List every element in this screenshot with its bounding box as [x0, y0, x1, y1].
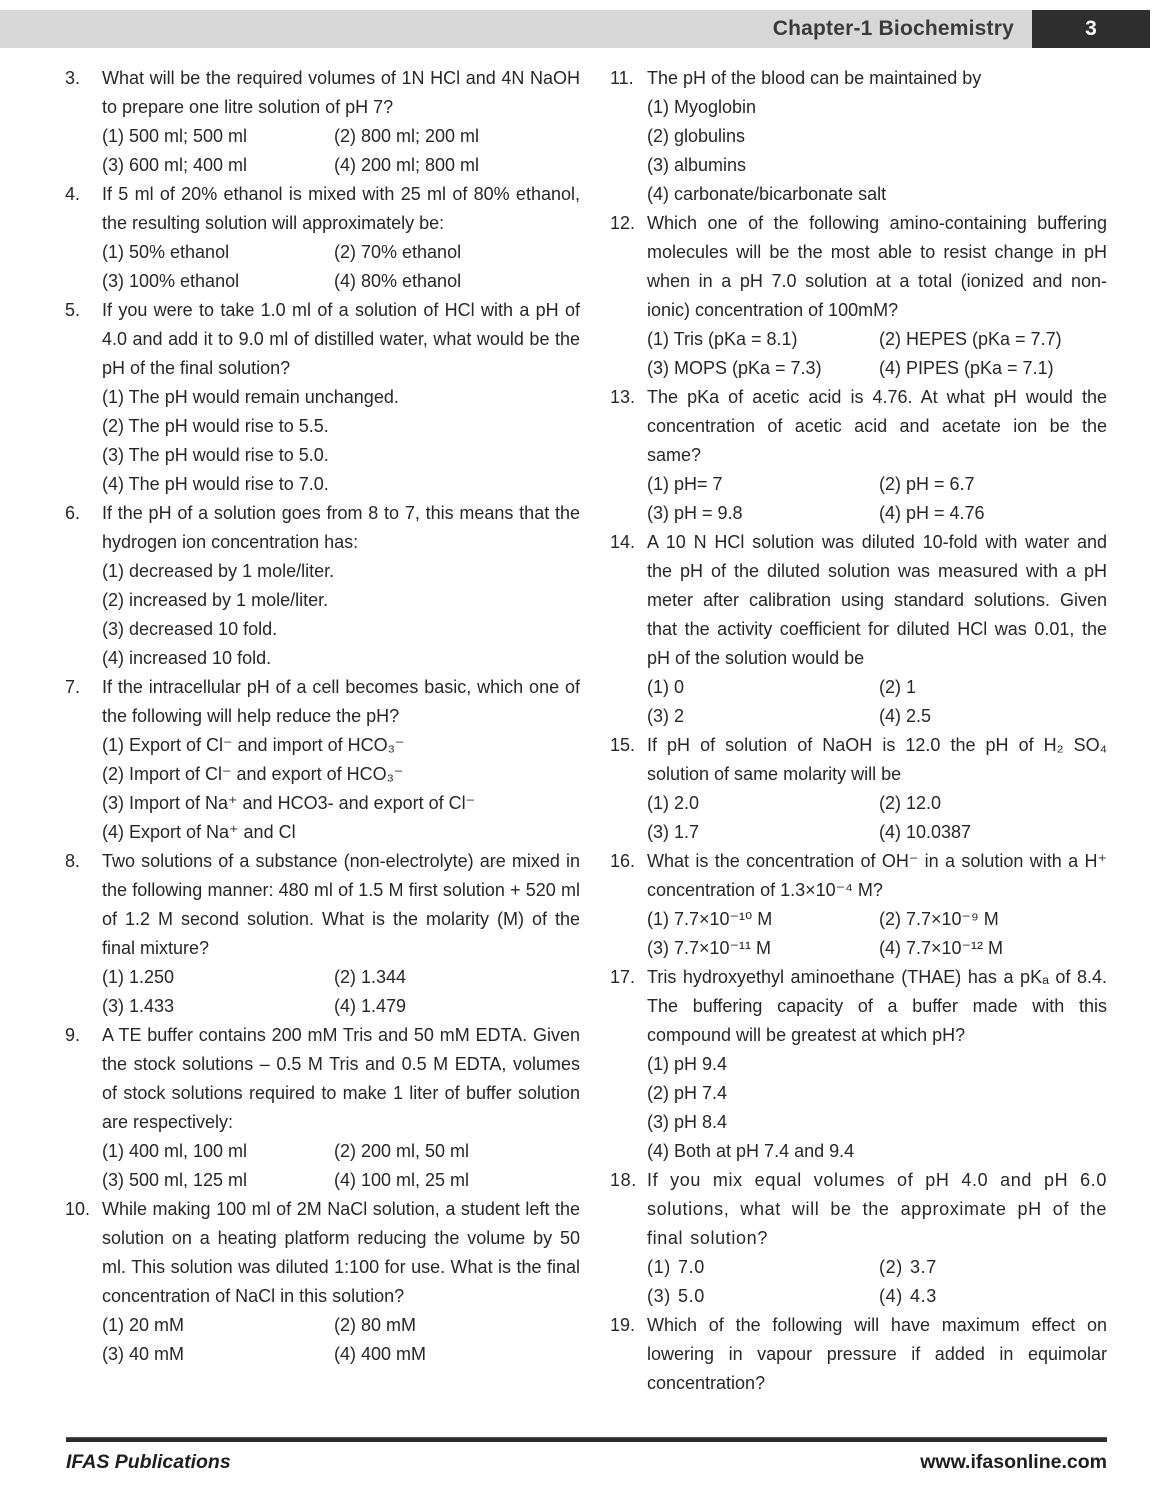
option-item: (1) 400 ml, 100 ml [102, 1141, 248, 1161]
option-item: (2) 7.7×10⁻⁹ M [879, 909, 999, 929]
option-item: (2) 70% ethanol [334, 242, 462, 262]
question-body [647, 64, 1107, 209]
page-number: 3 [1085, 17, 1097, 40]
question-body [102, 1021, 580, 1195]
options-list [102, 238, 580, 296]
question-text: A 10 N HCl solution was diluted 10-fold with water and the pH of the diluted solution was measured with a pH meter after calibration using standard solutions. Given that the activity coefficient for diluted HCl was 0.01, the pH of the solution would be [647, 532, 1107, 668]
question-text: If the intracellular pH of a cell becomes basic, which one of the following will help reduce the pH? [102, 677, 580, 726]
question-text: The pH of the blood can be maintained by [647, 68, 982, 88]
footer [0, 1437, 1159, 1500]
option-item: (4) Both at pH 7.4 and 9.4 [647, 1141, 855, 1161]
question-body [102, 673, 580, 847]
question-body [102, 1195, 580, 1369]
question-body [647, 963, 1107, 1166]
option-item: (1) 7.0 [647, 1257, 705, 1277]
options-list [647, 325, 1107, 383]
option-item: (3) decreased 10 fold. [102, 619, 278, 639]
question-number: 5. [65, 300, 81, 320]
question-body [647, 1311, 1107, 1398]
question-body [647, 1166, 1107, 1311]
question-item [610, 528, 1107, 731]
question-text: If the pH of a solution goes from 8 to 7, this means that the hydrogen ion concentration has: [102, 503, 580, 552]
question-item [65, 1195, 580, 1369]
option-item: (3) 500 ml, 125 ml [102, 1170, 248, 1190]
option-item: (1) Export of Cl⁻ and import of HCO₃⁻ [102, 735, 405, 755]
website-text: www.ifasonline.com [920, 1451, 1107, 1473]
option-item: (2) 1 [879, 677, 917, 697]
question-text: While making 100 ml of 2M NaCl solution, a student left the solution on a heating platform reducing the volume by 50 ml. This solution was diluted 1:100 for use. What is the final concentration of NaCl in this solution? [102, 1199, 580, 1306]
option-item: (2) increased by 1 mole/liter. [102, 590, 329, 610]
question-number: 14. [610, 532, 636, 552]
question-item [65, 180, 580, 296]
header-bar [0, 10, 1159, 48]
option-item: (3) MOPS (pKa = 7.3) [647, 358, 822, 378]
question-number: 16. [610, 851, 636, 871]
option-item: (3) 40 mM [102, 1344, 185, 1364]
question-number: 10. [65, 1199, 91, 1219]
question-number: 18. [610, 1170, 637, 1190]
question-text: Which of the following will have maximum effect on lowering in vapour pressure if added in equimolar concentration? [647, 1315, 1107, 1393]
option-item: (3) pH = 9.8 [647, 503, 743, 523]
question-number: 8. [65, 851, 81, 871]
option-item: (2) 800 ml; 200 ml [334, 126, 480, 146]
question-item [610, 383, 1107, 528]
option-item: (3) albumins [647, 155, 747, 175]
options-list [102, 383, 580, 499]
footer-row [66, 1442, 1107, 1474]
publisher-name: IFAS Publications [66, 1451, 231, 1473]
options-list [102, 1137, 580, 1195]
question-number: 4. [65, 184, 81, 204]
question-item [65, 296, 580, 499]
option-item: (1) Myoglobin [647, 97, 757, 117]
question-text: If 5 ml of 20% ethanol is mixed with 25 ml of 80% ethanol, the resulting solution will approximately be: [102, 184, 580, 233]
question-body [647, 383, 1107, 528]
option-item: (2) Import of Cl⁻ and export of HCO₃⁻ [102, 764, 404, 784]
option-item: (1) pH 9.4 [647, 1054, 728, 1074]
question-body [647, 731, 1107, 847]
option-item: (4) pH = 4.76 [879, 503, 985, 523]
question-item [65, 1021, 580, 1195]
option-item: (1) 0 [647, 677, 685, 697]
option-item: (3) 1.7 [647, 822, 700, 842]
question-text: The pKa of acetic acid is 4.76. At what pH would the concentration of acetic acid and acetate ion be the same? [647, 387, 1107, 465]
option-item: (2) 1.344 [334, 967, 407, 987]
question-body [647, 847, 1107, 963]
question-text: Two solutions of a substance (non-electrolyte) are mixed in the following manner: 480 ml of 1.5 M first solution + 520 ml of 1.2 M second solution. What is the molarity (M) of the final mixture? [102, 851, 580, 958]
right-column [610, 64, 1107, 1398]
question-number: 11. [610, 68, 634, 88]
option-item: (1) decreased by 1 mole/liter. [102, 561, 335, 581]
option-item: (4) carbonate/bicarbonate salt [647, 184, 887, 204]
question-item [610, 731, 1107, 847]
options-list [647, 1253, 1107, 1311]
option-item: (2) pH = 6.7 [879, 474, 975, 494]
option-item: (1) 1.250 [102, 967, 175, 987]
option-item: (1) Tris (pKa = 8.1) [647, 329, 798, 349]
option-item: (4) 1.479 [334, 996, 407, 1016]
left-column [65, 64, 580, 1398]
question-text: Tris hydroxyethyl aminoethane (THAE) has a pKₐ of 8.4. The buffering capacity of a buffer made with this compound will be greatest at which pH? [647, 967, 1107, 1045]
question-body [102, 64, 580, 180]
question-number: 19. [610, 1315, 636, 1335]
question-number: 7. [65, 677, 81, 697]
question-item [65, 673, 580, 847]
option-item: (2) 200 ml, 50 ml [334, 1141, 470, 1161]
option-item: (2) pH 7.4 [647, 1083, 728, 1103]
question-item [65, 64, 580, 180]
header-title-strip [0, 10, 1032, 48]
option-item: (3) Import of Na⁺ and HCO3- and export of Cl⁻ [102, 793, 476, 813]
question-text: A TE buffer contains 200 mM Tris and 50 mM EDTA. Given the stock solutions – 0.5 M Tris and 0.5 M EDTA, volumes of stock solutions required to make 1 liter of buffer solution are respectively: [102, 1025, 580, 1132]
options-list [102, 557, 580, 673]
question-columns [0, 48, 1159, 1398]
options-list [102, 1311, 580, 1369]
question-number: 6. [65, 503, 81, 523]
options-list [647, 1050, 1107, 1166]
question-item [65, 847, 580, 1021]
question-body [102, 499, 580, 673]
question-text: If you were to take 1.0 ml of a solution of HCl with a pH of 4.0 and add it to 9.0 ml of distilled water, what would be the pH of the final solution? [102, 300, 580, 378]
option-item: (2) globulins [647, 126, 746, 146]
options-list [647, 789, 1107, 847]
option-item: (3) pH 8.4 [647, 1112, 728, 1132]
option-item: (2) The pH would rise to 5.5. [102, 416, 329, 436]
question-body [102, 180, 580, 296]
option-item: (1) 7.7×10⁻¹⁰ M [647, 909, 773, 929]
option-item: (3) 5.0 [647, 1286, 705, 1306]
question-text: What will be the required volumes of 1N HCl and 4N NaOH to prepare one litre solution of pH 7? [102, 68, 580, 117]
question-text: If pH of solution of NaOH is 12.0 the pH of H₂ SO₄ solution of same molarity will be [647, 735, 1107, 784]
options-list [102, 963, 580, 1021]
option-item: (1) 2.0 [647, 793, 700, 813]
options-list [102, 731, 580, 847]
question-item [610, 1166, 1107, 1311]
option-item: (1) The pH would remain unchanged. [102, 387, 399, 407]
question-number: 13. [610, 387, 636, 407]
question-item [610, 847, 1107, 963]
option-item: (3) 7.7×10⁻¹¹ M [647, 938, 772, 958]
options-list [647, 470, 1107, 528]
option-item: (4) Export of Na⁺ and Cl [102, 822, 296, 842]
question-number: 9. [65, 1025, 81, 1045]
question-item [610, 963, 1107, 1166]
page-number-box [1032, 10, 1150, 48]
question-item [610, 209, 1107, 383]
option-item: (1) 20 mM [102, 1315, 185, 1335]
question-body [102, 847, 580, 1021]
question-text: What is the concentration of OH⁻ in a solution with a H⁺ concentration of 1.3×10⁻⁴ M? [647, 851, 1107, 900]
options-list [102, 122, 580, 180]
options-list [647, 673, 1107, 731]
option-item: (1) pH= 7 [647, 474, 723, 494]
question-number: 17. [610, 967, 636, 987]
option-item: (1) 500 ml; 500 ml [102, 126, 248, 146]
question-body [102, 296, 580, 499]
options-list [647, 93, 1107, 209]
option-item: (2) 3.7 [879, 1257, 937, 1277]
option-item: (1) 50% ethanol [102, 242, 230, 262]
option-item: (2) 80 mM [334, 1315, 417, 1335]
options-list [647, 905, 1107, 963]
option-item: (3) 100% ethanol [102, 271, 240, 291]
option-item: (4) The pH would rise to 7.0. [102, 474, 329, 494]
option-item: (4) 4.3 [879, 1286, 937, 1306]
option-item: (2) 12.0 [879, 793, 942, 813]
question-body [647, 528, 1107, 731]
option-item: (4) increased 10 fold. [102, 648, 272, 668]
question-item [65, 499, 580, 673]
option-item: (4) PIPES (pKa = 7.1) [879, 358, 1054, 378]
question-number: 3. [65, 68, 81, 88]
question-number: 15. [610, 735, 636, 755]
question-text: Which one of the following amino-containing buffering molecules will be the most able to resist change in pH when in a pH 7.0 solution at a total (ionized and non-ionic) concentration of 100mM? [647, 213, 1107, 320]
option-item: (3) 600 ml; 400 ml [102, 155, 248, 175]
option-item: (3) 1.433 [102, 996, 175, 1016]
question-item [610, 1311, 1107, 1398]
question-text: If you mix equal volumes of pH 4.0 and pH 6.0 solutions, what will be the approximate pH of the final solution? [647, 1170, 1107, 1248]
option-item: (4) 200 ml; 800 ml [334, 155, 480, 175]
option-item: (2) HEPES (pKa = 7.7) [879, 329, 1062, 349]
question-item [610, 64, 1107, 209]
question-body [647, 209, 1107, 383]
option-item: (3) 2 [647, 706, 685, 726]
question-number: 12. [610, 213, 636, 233]
chapter-title: Chapter-1 Biochemistry [772, 17, 1014, 40]
option-item: (4) 10.0387 [879, 822, 972, 842]
option-item: (4) 100 ml, 25 ml [334, 1170, 470, 1190]
option-item: (4) 2.5 [879, 706, 932, 726]
option-item: (4) 80% ethanol [334, 271, 462, 291]
option-item: (4) 400 mM [334, 1344, 427, 1364]
option-item: (3) The pH would rise to 5.0. [102, 445, 329, 465]
option-item: (4) 7.7×10⁻¹² M [879, 938, 1004, 958]
